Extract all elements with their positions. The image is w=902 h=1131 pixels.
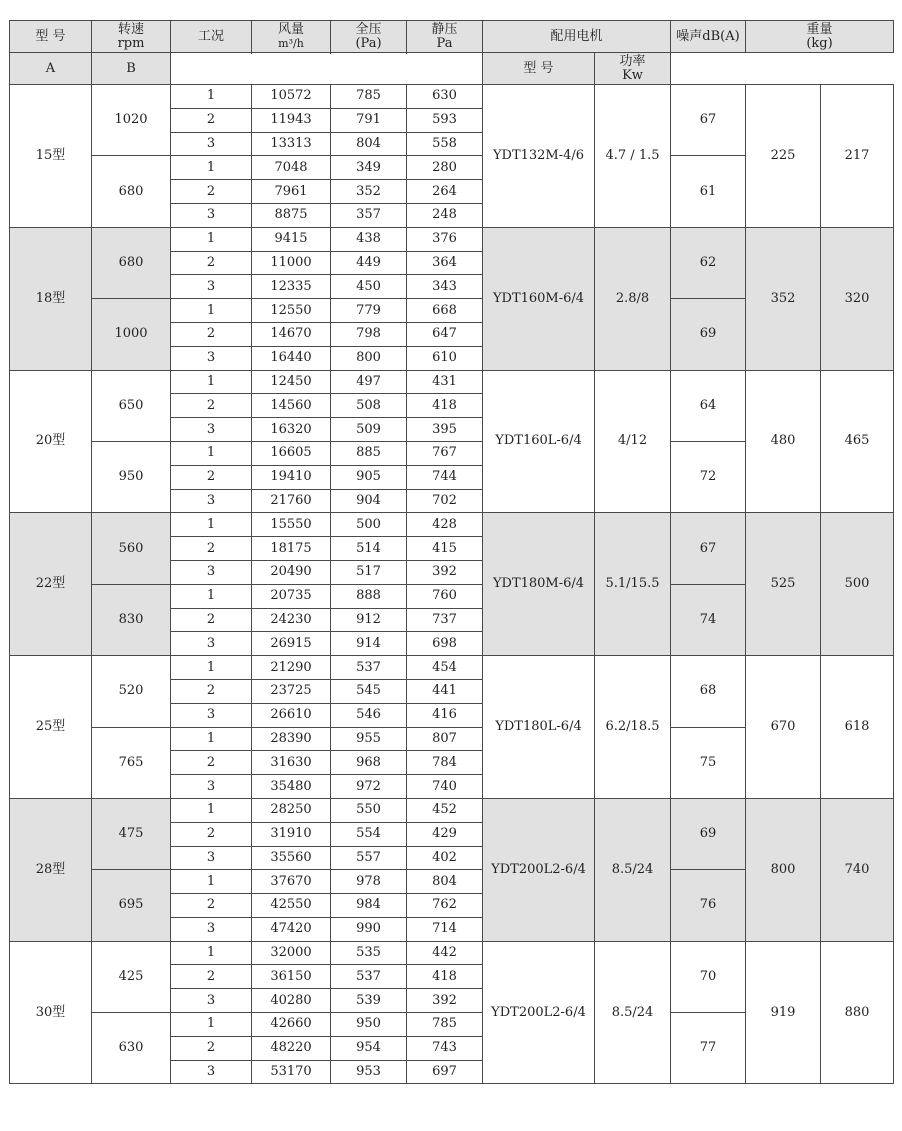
weight-a-cell: 480	[746, 370, 821, 513]
power-cell: 8.5/24	[595, 941, 671, 1084]
flow-cell: 42660	[252, 1013, 331, 1037]
flow-cell: 11000	[252, 251, 331, 275]
weight-b-cell: 465	[821, 370, 894, 513]
total-pressure-cell: 500	[331, 513, 407, 537]
condition-cell: 3	[171, 989, 252, 1013]
flow-cell: 10572	[252, 85, 331, 109]
static-pressure-cell: 630	[407, 85, 483, 109]
noise-cell: 67	[671, 85, 746, 156]
static-pressure-cell: 402	[407, 846, 483, 870]
static-pressure-cell: 698	[407, 632, 483, 656]
condition-cell: 3	[171, 418, 252, 442]
condition-cell: 2	[171, 822, 252, 846]
condition-cell: 2	[171, 751, 252, 775]
static-pressure-cell: 248	[407, 203, 483, 227]
noise-cell: 62	[671, 227, 746, 298]
weight-b-cell: 500	[821, 513, 894, 656]
static-pressure-cell: 442	[407, 941, 483, 965]
noise-cell: 64	[671, 370, 746, 441]
total-pressure-cell: 509	[331, 418, 407, 442]
condition-cell: 2	[171, 322, 252, 346]
total-pressure-cell: 912	[331, 608, 407, 632]
weight-b-cell: 740	[821, 798, 894, 941]
power-cell: 6.2/18.5	[595, 656, 671, 799]
total-pressure-cell: 537	[331, 965, 407, 989]
flow-cell: 12550	[252, 299, 331, 323]
static-pressure-cell: 280	[407, 156, 483, 180]
flow-cell: 16440	[252, 346, 331, 370]
total-pressure-cell: 968	[331, 751, 407, 775]
rpm-cell: 560	[92, 513, 171, 584]
condition-cell: 3	[171, 703, 252, 727]
flow-cell: 37670	[252, 870, 331, 894]
header-model: 型 号	[10, 21, 92, 53]
noise-cell: 67	[671, 513, 746, 584]
noise-cell: 75	[671, 727, 746, 798]
total-pressure-cell: 546	[331, 703, 407, 727]
header-weight-unit: (kg)	[806, 35, 833, 51]
noise-cell: 74	[671, 584, 746, 655]
static-pressure-cell: 264	[407, 180, 483, 204]
flow-cell: 26610	[252, 703, 331, 727]
rpm-cell: 680	[92, 227, 171, 298]
total-pressure-cell: 349	[331, 156, 407, 180]
condition-cell: 1	[171, 299, 252, 323]
flow-cell: 28390	[252, 727, 331, 751]
motor-model-cell: YDT200L2-6/4	[483, 798, 595, 941]
flow-cell: 7961	[252, 180, 331, 204]
condition-cell: 1	[171, 656, 252, 680]
total-pressure-cell: 535	[331, 941, 407, 965]
header-noise: 噪声dB(A)	[671, 21, 746, 53]
static-pressure-cell: 593	[407, 108, 483, 132]
header-total-pressure-unit: (Pa)	[355, 35, 382, 51]
flow-cell: 11943	[252, 108, 331, 132]
static-pressure-cell: 343	[407, 275, 483, 299]
noise-cell: 69	[671, 798, 746, 869]
flow-cell: 19410	[252, 465, 331, 489]
total-pressure-cell: 779	[331, 299, 407, 323]
condition-cell: 1	[171, 798, 252, 822]
model-name-cell: 28型	[10, 798, 92, 941]
weight-b-cell: 217	[821, 85, 894, 228]
condition-cell: 2	[171, 394, 252, 418]
total-pressure-cell: 954	[331, 1036, 407, 1060]
total-pressure-cell: 497	[331, 370, 407, 394]
condition-cell: 2	[171, 894, 252, 918]
condition-cell: 2	[171, 1036, 252, 1060]
header-flow-unit: m³/h	[278, 36, 304, 50]
header-flow-label: 风量	[277, 21, 304, 37]
flow-cell: 40280	[252, 989, 331, 1013]
flow-cell: 16605	[252, 441, 331, 465]
total-pressure-cell: 438	[331, 227, 407, 251]
motor-model-cell: YDT180M-6/4	[483, 513, 595, 656]
static-pressure-cell: 714	[407, 917, 483, 941]
total-pressure-cell: 953	[331, 1060, 407, 1084]
static-pressure-cell: 784	[407, 751, 483, 775]
condition-cell: 2	[171, 108, 252, 132]
condition-cell: 2	[171, 465, 252, 489]
motor-model-cell: YDT200L2-6/4	[483, 941, 595, 1084]
header-power	[595, 53, 671, 85]
condition-cell: 1	[171, 870, 252, 894]
static-pressure-cell: 760	[407, 584, 483, 608]
static-pressure-cell: 804	[407, 870, 483, 894]
noise-cell: 70	[671, 941, 746, 1012]
condition-cell: 1	[171, 227, 252, 251]
static-pressure-cell: 441	[407, 679, 483, 703]
rpm-cell: 520	[92, 656, 171, 727]
flow-cell: 15550	[252, 513, 331, 537]
condition-cell: 3	[171, 917, 252, 941]
total-pressure-cell: 888	[331, 584, 407, 608]
header-total-pressure	[331, 21, 407, 53]
rpm-cell: 650	[92, 370, 171, 441]
weight-b-cell: 880	[821, 941, 894, 1084]
flow-cell: 12450	[252, 370, 331, 394]
power-cell: 4/12	[595, 370, 671, 513]
rpm-cell: 830	[92, 584, 171, 655]
flow-cell: 53170	[252, 1060, 331, 1084]
total-pressure-cell: 357	[331, 203, 407, 227]
header-flow	[252, 21, 331, 53]
table-row	[10, 227, 894, 251]
rpm-cell: 680	[92, 156, 171, 227]
static-pressure-cell: 418	[407, 965, 483, 989]
total-pressure-cell: 352	[331, 180, 407, 204]
motor-model-cell: YDT160M-6/4	[483, 227, 595, 370]
static-pressure-cell: 392	[407, 989, 483, 1013]
total-pressure-cell: 990	[331, 917, 407, 941]
table-header	[10, 21, 894, 85]
total-pressure-cell: 785	[331, 85, 407, 109]
header-power-unit: Kw	[622, 67, 643, 83]
total-pressure-cell: 914	[331, 632, 407, 656]
motor-model-cell: YDT160L-6/4	[483, 370, 595, 513]
condition-cell: 3	[171, 560, 252, 584]
noise-cell: 77	[671, 1013, 746, 1084]
condition-cell: 2	[171, 180, 252, 204]
flow-cell: 31910	[252, 822, 331, 846]
condition-cell: 1	[171, 513, 252, 537]
static-pressure-cell: 647	[407, 322, 483, 346]
static-pressure-cell: 610	[407, 346, 483, 370]
total-pressure-cell: 537	[331, 656, 407, 680]
total-pressure-cell: 550	[331, 798, 407, 822]
static-pressure-cell: 702	[407, 489, 483, 513]
condition-cell: 3	[171, 846, 252, 870]
static-pressure-cell: 428	[407, 513, 483, 537]
total-pressure-cell: 984	[331, 894, 407, 918]
header-motor-model: 型 号	[483, 53, 595, 85]
static-pressure-cell: 807	[407, 727, 483, 751]
total-pressure-cell: 904	[331, 489, 407, 513]
motor-model-cell: YDT180L-6/4	[483, 656, 595, 799]
motor-model-cell: YDT132M-4/6	[483, 85, 595, 228]
header-static-pressure-label: 静压	[431, 21, 458, 37]
rpm-cell: 630	[92, 1013, 171, 1084]
condition-cell: 1	[171, 941, 252, 965]
static-pressure-cell: 668	[407, 299, 483, 323]
header-condition: 工况	[171, 21, 252, 53]
static-pressure-cell: 454	[407, 656, 483, 680]
power-cell: 4.7 / 1.5	[595, 85, 671, 228]
flow-cell: 21290	[252, 656, 331, 680]
header-weight-label: 重量	[806, 21, 833, 37]
total-pressure-cell: 517	[331, 560, 407, 584]
static-pressure-cell: 744	[407, 465, 483, 489]
header-total-pressure-label: 全压	[355, 21, 382, 37]
flow-cell: 14670	[252, 322, 331, 346]
weight-a-cell: 352	[746, 227, 821, 370]
condition-cell: 1	[171, 727, 252, 751]
model-name-cell: 25型	[10, 656, 92, 799]
condition-cell: 3	[171, 275, 252, 299]
flow-cell: 13313	[252, 132, 331, 156]
flow-cell: 14560	[252, 394, 331, 418]
table-body	[10, 85, 894, 1084]
condition-cell: 2	[171, 679, 252, 703]
noise-cell: 72	[671, 441, 746, 512]
static-pressure-cell: 558	[407, 132, 483, 156]
header-weight-a: A	[10, 53, 92, 85]
table-row	[10, 85, 894, 109]
fan-spec-table	[9, 20, 894, 1084]
weight-b-cell: 618	[821, 656, 894, 799]
static-pressure-cell: 740	[407, 775, 483, 799]
flow-cell: 20490	[252, 560, 331, 584]
total-pressure-cell: 554	[331, 822, 407, 846]
flow-cell: 18175	[252, 537, 331, 561]
power-cell: 2.8/8	[595, 227, 671, 370]
table-row	[10, 656, 894, 680]
static-pressure-cell: 431	[407, 370, 483, 394]
flow-cell: 24230	[252, 608, 331, 632]
rpm-cell: 425	[92, 941, 171, 1012]
model-name-cell: 15型	[10, 85, 92, 228]
flow-cell: 47420	[252, 917, 331, 941]
condition-cell: 1	[171, 441, 252, 465]
static-pressure-cell: 395	[407, 418, 483, 442]
static-pressure-cell: 418	[407, 394, 483, 418]
total-pressure-cell: 514	[331, 537, 407, 561]
static-pressure-cell: 737	[407, 608, 483, 632]
flow-cell: 21760	[252, 489, 331, 513]
condition-cell: 1	[171, 85, 252, 109]
flow-cell: 35560	[252, 846, 331, 870]
header-power-label: 功率	[619, 53, 646, 69]
model-name-cell: 20型	[10, 370, 92, 513]
static-pressure-cell: 762	[407, 894, 483, 918]
rpm-cell: 1020	[92, 85, 171, 156]
table-row	[10, 941, 894, 965]
table-row	[10, 513, 894, 537]
static-pressure-cell: 429	[407, 822, 483, 846]
weight-a-cell: 800	[746, 798, 821, 941]
total-pressure-cell: 955	[331, 727, 407, 751]
flow-cell: 12335	[252, 275, 331, 299]
static-pressure-cell: 364	[407, 251, 483, 275]
total-pressure-cell: 791	[331, 108, 407, 132]
header-weight-b: B	[92, 53, 171, 85]
total-pressure-cell: 800	[331, 346, 407, 370]
total-pressure-cell: 950	[331, 1013, 407, 1037]
condition-cell: 3	[171, 132, 252, 156]
condition-cell: 2	[171, 251, 252, 275]
flow-cell: 8875	[252, 203, 331, 227]
table-row	[10, 370, 894, 394]
condition-cell: 2	[171, 537, 252, 561]
static-pressure-cell: 376	[407, 227, 483, 251]
total-pressure-cell: 972	[331, 775, 407, 799]
total-pressure-cell: 798	[331, 322, 407, 346]
noise-cell: 61	[671, 156, 746, 227]
weight-a-cell: 525	[746, 513, 821, 656]
flow-cell: 48220	[252, 1036, 331, 1060]
condition-cell: 1	[171, 584, 252, 608]
flow-cell: 9415	[252, 227, 331, 251]
condition-cell: 3	[171, 489, 252, 513]
model-name-cell: 30型	[10, 941, 92, 1084]
total-pressure-cell: 539	[331, 989, 407, 1013]
total-pressure-cell: 978	[331, 870, 407, 894]
weight-a-cell: 670	[746, 656, 821, 799]
header-speed-unit: rpm	[117, 35, 145, 51]
condition-cell: 3	[171, 203, 252, 227]
power-cell: 8.5/24	[595, 798, 671, 941]
condition-cell: 3	[171, 632, 252, 656]
noise-cell: 76	[671, 870, 746, 941]
static-pressure-cell: 785	[407, 1013, 483, 1037]
header-motor: 配用电机	[483, 21, 671, 53]
total-pressure-cell: 545	[331, 679, 407, 703]
static-pressure-cell: 452	[407, 798, 483, 822]
total-pressure-cell: 885	[331, 441, 407, 465]
flow-cell: 31630	[252, 751, 331, 775]
rpm-cell: 765	[92, 727, 171, 798]
rpm-cell: 1000	[92, 299, 171, 370]
flow-cell: 20735	[252, 584, 331, 608]
total-pressure-cell: 804	[331, 132, 407, 156]
static-pressure-cell: 767	[407, 441, 483, 465]
power-cell: 5.1/15.5	[595, 513, 671, 656]
condition-cell: 1	[171, 1013, 252, 1037]
header-speed-label: 转速	[117, 21, 144, 37]
condition-cell: 1	[171, 156, 252, 180]
rpm-cell: 475	[92, 798, 171, 869]
static-pressure-cell: 392	[407, 560, 483, 584]
condition-cell: 2	[171, 965, 252, 989]
condition-cell: 3	[171, 346, 252, 370]
condition-cell: 2	[171, 608, 252, 632]
flow-cell: 23725	[252, 679, 331, 703]
total-pressure-cell: 508	[331, 394, 407, 418]
total-pressure-cell: 450	[331, 275, 407, 299]
table-row	[10, 798, 894, 822]
header-weight	[746, 21, 894, 53]
condition-cell: 3	[171, 1060, 252, 1084]
header-static-pressure	[407, 21, 483, 53]
static-pressure-cell: 697	[407, 1060, 483, 1084]
flow-cell: 26915	[252, 632, 331, 656]
static-pressure-cell: 743	[407, 1036, 483, 1060]
flow-cell: 7048	[252, 156, 331, 180]
flow-cell: 36150	[252, 965, 331, 989]
rpm-cell: 695	[92, 870, 171, 941]
noise-cell: 68	[671, 656, 746, 727]
flow-cell: 16320	[252, 418, 331, 442]
model-name-cell: 18型	[10, 227, 92, 370]
static-pressure-cell: 416	[407, 703, 483, 727]
model-name-cell: 22型	[10, 513, 92, 656]
header-speed	[92, 21, 171, 53]
condition-cell: 1	[171, 370, 252, 394]
weight-a-cell: 225	[746, 85, 821, 228]
total-pressure-cell: 449	[331, 251, 407, 275]
flow-cell: 42550	[252, 894, 331, 918]
flow-cell: 28250	[252, 798, 331, 822]
rpm-cell: 950	[92, 441, 171, 512]
total-pressure-cell: 905	[331, 465, 407, 489]
flow-cell: 35480	[252, 775, 331, 799]
weight-a-cell: 919	[746, 941, 821, 1084]
condition-cell: 3	[171, 775, 252, 799]
flow-cell: 32000	[252, 941, 331, 965]
weight-b-cell: 320	[821, 227, 894, 370]
total-pressure-cell: 557	[331, 846, 407, 870]
static-pressure-cell: 415	[407, 537, 483, 561]
noise-cell: 69	[671, 299, 746, 370]
header-static-pressure-unit: Pa	[436, 35, 453, 51]
